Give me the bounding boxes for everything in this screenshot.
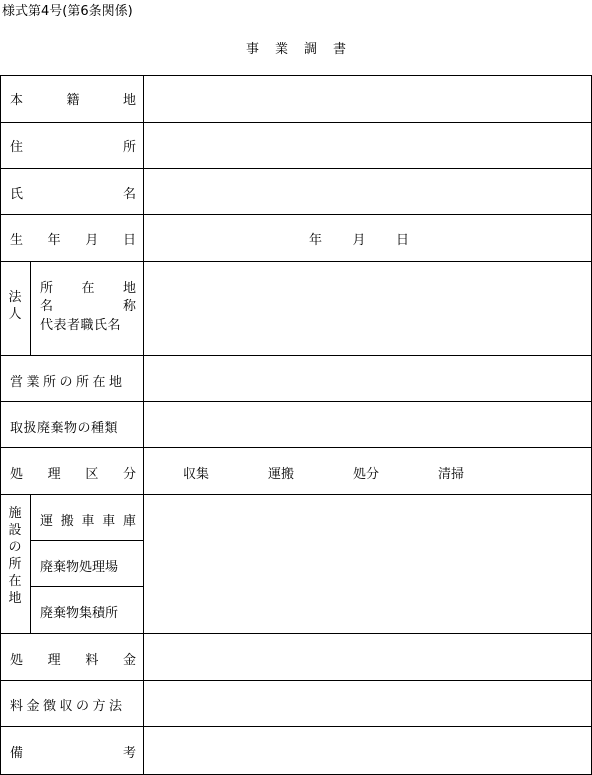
kubun-option-unpan: 運搬 (268, 467, 295, 482)
label-jusho: 住 所 (10, 140, 136, 155)
value-biko[interactable] (144, 727, 591, 774)
label-eigyosho: 営業所の所在地 (10, 375, 126, 390)
label-hojin-meisho: 名 称 (40, 299, 136, 314)
value-hojin[interactable] (144, 262, 591, 355)
birth-date-value: 年 月 日 (309, 233, 409, 248)
label-toriatsukai: 取扱廃棄物の種類 (10, 421, 119, 436)
label-hojin: 法 人 (8, 290, 22, 322)
value-eigyosho[interactable] (144, 356, 591, 401)
value-jusho[interactable] (144, 123, 591, 168)
value-shimei[interactable] (144, 169, 591, 214)
label-haikibutsu-shoriba: 廃棄物処理場 (40, 560, 119, 575)
label-seinengappi: 生 年 月 日 (10, 233, 136, 248)
value-honseki[interactable] (144, 76, 591, 122)
label-shori-ryokin: 処 理 料 金 (10, 653, 136, 668)
kubun-option-seiso: 清掃 (438, 467, 465, 482)
page-title: 事業調書 (245, 42, 362, 57)
value-shisetsu[interactable] (144, 495, 591, 633)
label-shimei: 氏 名 (10, 187, 136, 202)
value-toriatsukai[interactable] (144, 402, 591, 447)
label-hojin-shozaichi: 所 在 地 (40, 281, 136, 296)
form-reference: 様式第4号(第6条関係) (2, 4, 133, 19)
value-shori-ryokin[interactable] (144, 634, 591, 680)
label-hojin-daihyo: 代表者職氏名 (40, 318, 122, 333)
survey-form-table (0, 75, 592, 775)
label-ryokin-choshu: 料金徴収の方法 (10, 699, 126, 714)
label-unpan-shako: 運 搬 車 車 庫 (40, 514, 136, 529)
label-honseki: 本 籍 地 (10, 93, 136, 108)
label-shori-kubun: 処 理 区 分 (10, 467, 136, 482)
kubun-option-shushu: 収集 (183, 467, 210, 482)
label-biko: 備 考 (10, 746, 136, 761)
kubun-option-shobun: 処分 (353, 467, 380, 482)
value-ryokin-choshu[interactable] (144, 681, 591, 726)
label-haikibutsu-shusekisho: 廃棄物集積所 (40, 606, 119, 621)
label-shisetsu: 施 設 の 所 在 地 (8, 506, 22, 606)
